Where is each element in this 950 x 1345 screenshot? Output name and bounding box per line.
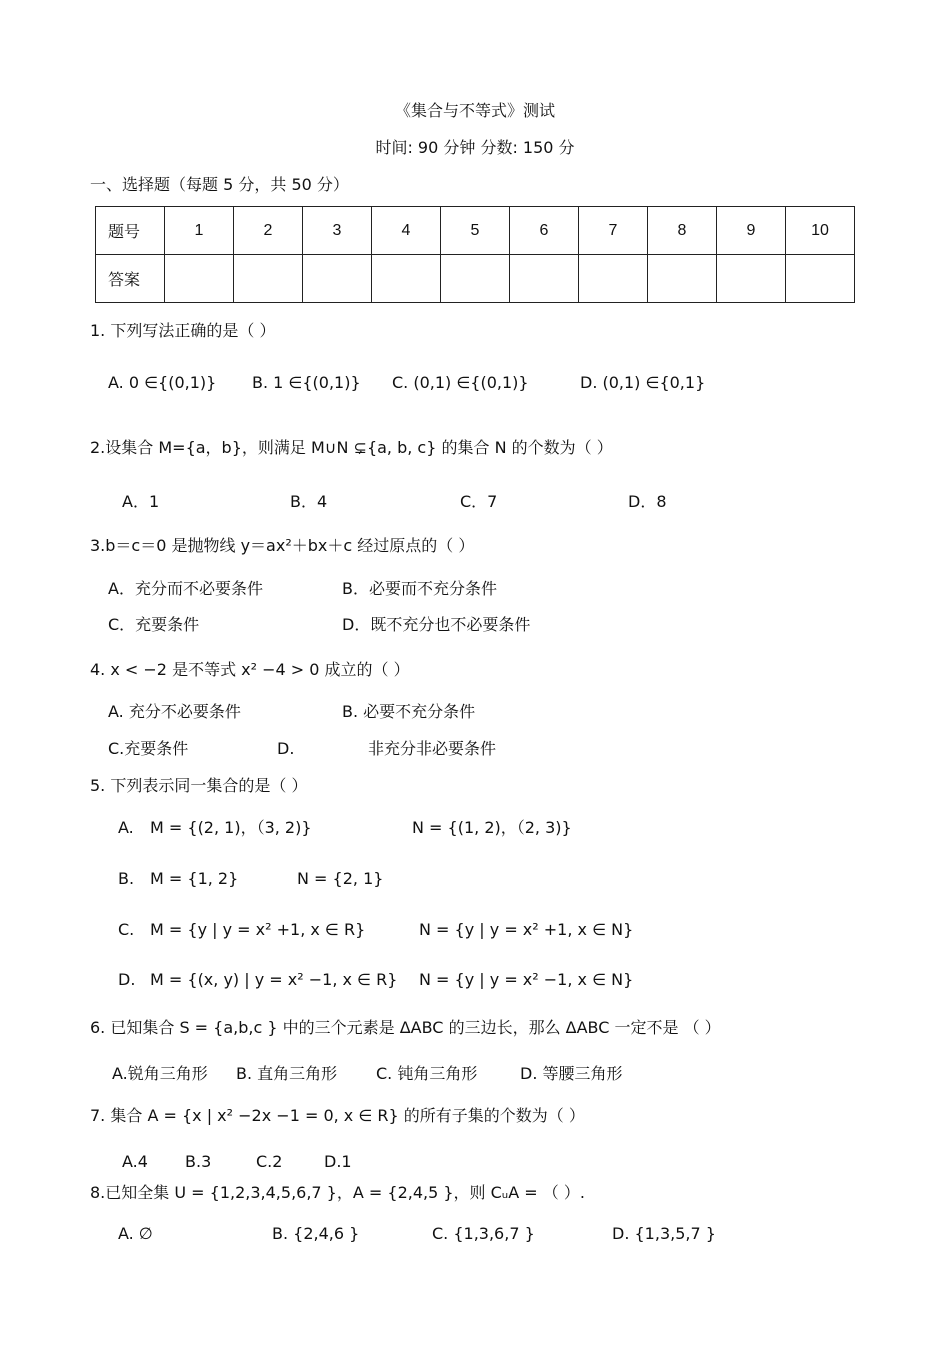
table-row [96, 207, 855, 255]
q7-option-b: B.3 [185, 1152, 212, 1171]
q5-option-c-m: M = {y | y = x² +1, x ∈ R} [150, 920, 366, 939]
section-heading: 一、选择题（每题 5 分，共 50 分） [90, 175, 349, 194]
answer-cell[interactable] [165, 255, 234, 303]
q8-option-c: C. {1,3,6,7 } [432, 1224, 535, 1243]
table-number-cell: 7 [579, 207, 648, 255]
table-number-cell: 2 [234, 207, 303, 255]
q5-option-a-letter: A. [118, 818, 134, 837]
q5-option-d-n: N = {y | y = x² −1, x ∈ N} [419, 970, 634, 989]
q2-option-d: D．8 [628, 492, 667, 511]
question-2-stem: 2.设集合 M={a，b}，则满足 M∪N ⊊{a, b, c} 的集合 N 的个数为（ ） [90, 438, 613, 457]
answer-cell[interactable] [303, 255, 372, 303]
question-5-stem: 5. 下列表示同一集合的是（ ） [90, 776, 308, 795]
q5-option-c-n: N = {y | y = x² +1, x ∈ N} [419, 920, 634, 939]
q7-option-d: D.1 [324, 1152, 352, 1171]
q1-option-d: D. (0,1) ∈{0,1} [580, 373, 706, 392]
q3-option-d: D．既不充分也不必要条件 [342, 615, 531, 634]
q2-option-a: A．1 [122, 492, 160, 511]
q8-option-d: D. {1,3,5,7 } [612, 1224, 716, 1243]
q5-option-d-m: M = {(x, y) | y = x² −1, x ∈ R} [150, 970, 398, 989]
q4-option-c: C.充要条件 [108, 739, 189, 758]
table-number-cell: 9 [717, 207, 786, 255]
q7-option-a: A.4 [122, 1152, 148, 1171]
question-4-stem: 4. x < −2 是不等式 x² −4 > 0 成立的（ ） [90, 660, 410, 679]
q5-option-b-n: N = {2, 1} [297, 869, 384, 888]
table-number-cell: 5 [441, 207, 510, 255]
table-number-cell: 4 [372, 207, 441, 255]
answer-cell[interactable] [579, 255, 648, 303]
q4-option-b: B. 必要不充分条件 [342, 702, 476, 721]
q6-option-b: B. 直角三角形 [236, 1064, 338, 1083]
answer-cell[interactable] [510, 255, 579, 303]
answer-cell[interactable] [372, 255, 441, 303]
q8-option-b: B. {2,4,6 } [272, 1224, 360, 1243]
q1-option-c: C. (0,1) ∈{(0,1)} [392, 373, 529, 392]
q3-option-c: C．充要条件 [108, 615, 200, 634]
page-title: 《集合与不等式》测试 [394, 101, 555, 120]
answer-cell[interactable] [234, 255, 303, 303]
question-8-stem: 8.已知全集 U = {1,2,3,4,5,6,7 }，A = {2,4,5 }，则 CᵤA = （ ）. [90, 1183, 585, 1202]
q5-option-c-letter: C. [118, 920, 135, 939]
question-1-stem: 1. 下列写法正确的是（ ） [90, 321, 276, 340]
q6-option-c: C. 钝角三角形 [376, 1064, 478, 1083]
q1-option-b: B. 1 ∈{(0,1)} [252, 373, 361, 392]
answer-cell[interactable] [717, 255, 786, 303]
q4-option-d-letter: D. [277, 739, 295, 758]
table-number-cell: 10 [786, 207, 855, 255]
q5-option-b-m: M = {1, 2} [150, 869, 239, 888]
q5-option-a-m: M = {(2, 1)，（3, 2)} [150, 818, 312, 837]
q5-option-d-letter: D. [118, 970, 136, 989]
answer-cell[interactable] [786, 255, 855, 303]
q5-option-a-n: N = {(1, 2)，（2, 3)} [412, 818, 572, 837]
q7-option-c: C.2 [256, 1152, 283, 1171]
table-header-label: 题号 [96, 207, 165, 255]
q5-option-b-letter: B. [118, 869, 135, 888]
q2-option-b: B．4 [290, 492, 328, 511]
question-6-stem: 6. 已知集合 S = {a,b,c } 中的三个元素是 ΔABC 的三边长，那么 ΔABC 一定不是 （ ） [90, 1018, 721, 1037]
q2-option-c: C．7 [460, 492, 498, 511]
q6-option-a: A.锐角三角形 [112, 1064, 208, 1083]
table-number-cell: 8 [648, 207, 717, 255]
q4-option-a: A. 充分不必要条件 [108, 702, 241, 721]
answer-cell[interactable] [441, 255, 510, 303]
question-3-stem: 3.b＝c＝0 是抛物线 y＝ax²＋bx＋c 经过原点的（ ） [90, 536, 475, 555]
q8-option-a: A. ∅ [118, 1224, 153, 1243]
answer-table [95, 206, 855, 303]
q3-option-b: B．必要而不充分条件 [342, 579, 497, 598]
question-7-stem: 7. 集合 A = {x | x² −2x −1 = 0, x ∈ R} 的所有子集的个数为（ ） [90, 1106, 585, 1125]
exam-info: 时间: 90 分钟 分数: 150 分 [375, 138, 575, 157]
answer-cell[interactable] [648, 255, 717, 303]
table-number-cell: 1 [165, 207, 234, 255]
table-row [96, 255, 855, 303]
q1-option-a: A. 0 ∈{(0,1)} [108, 373, 217, 392]
q6-option-d: D. 等腰三角形 [520, 1064, 623, 1083]
table-number-cell: 6 [510, 207, 579, 255]
table-answer-label: 答案 [96, 255, 165, 303]
q3-option-a: A．充分而不必要条件 [108, 579, 263, 598]
q4-option-d-text: 非充分非必要条件 [368, 739, 497, 758]
table-number-cell: 3 [303, 207, 372, 255]
